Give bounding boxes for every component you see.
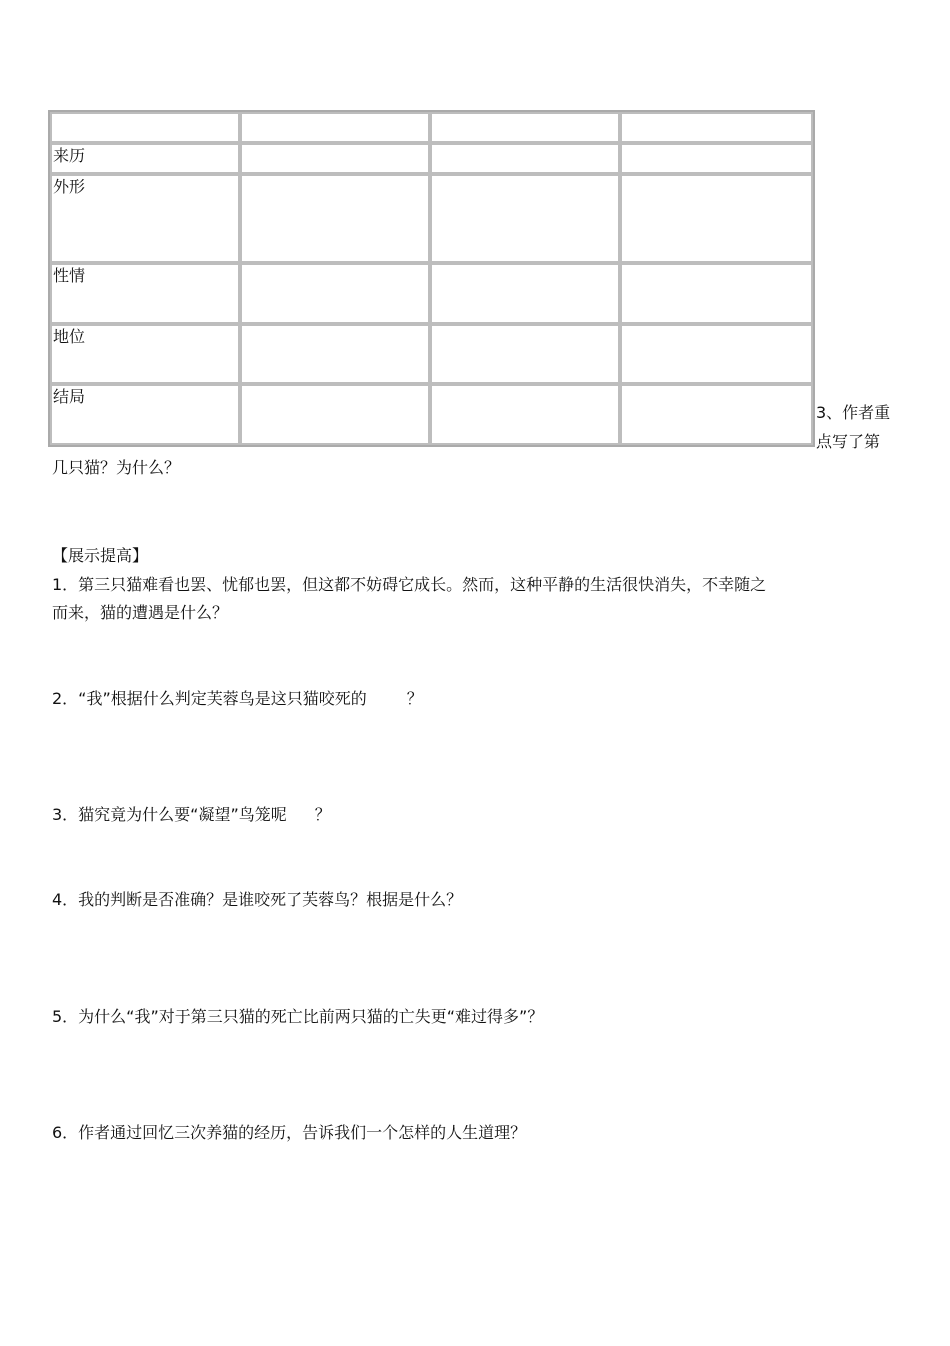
question-3-mark: ？ [314,805,331,824]
table-cell[interactable] [620,143,813,174]
row-label-ending: 结局 [50,384,240,445]
table-header-row [50,112,813,143]
table-row-temperament [50,263,813,324]
table-cell[interactable] [50,112,240,143]
question-3-line-2: 点写了第 [816,432,881,451]
question-1-line-1: 1．第三只猫难看也罢、忧郁也罢，但这都不妨碍它成长。然而，这种平静的生活很快消失，不幸随之 [52,575,767,594]
table-cell[interactable] [240,324,430,384]
question-2-text: 2．“我”根据什么判定芙蓉鸟是这只猫咬死的 [52,689,367,708]
question-2-mark: ？ [406,689,423,708]
question-5: 5．为什么“我”对于第三只猫的死亡比前两只猫的亡失更“难过得多”？ [52,1007,544,1026]
table-cell[interactable] [240,384,430,445]
table-cell[interactable] [430,324,620,384]
row-label-appearance: 外形 [50,174,240,263]
table-cell[interactable] [620,384,813,445]
table-cell[interactable] [240,174,430,263]
table-cell[interactable] [620,263,813,324]
question-1-line-2: 而来，猫的遭遇是什么？ [52,603,229,622]
question-3-continuation: 几只猫？为什么？ [52,458,181,477]
question-6: 6．作者通过回忆三次养猫的经历，告诉我们一个怎样的人生道理？ [52,1123,527,1142]
table-cell[interactable] [240,263,430,324]
table-cell[interactable] [430,174,620,263]
table-cell[interactable] [240,143,430,174]
table-row-status [50,324,813,384]
table-row-origin [50,143,813,174]
table-cell[interactable] [430,143,620,174]
table-cell[interactable] [430,263,620,324]
table-cell[interactable] [620,112,813,143]
section-heading: 【展示提高】 [52,546,149,565]
row-label-origin: 来历 [50,143,240,174]
question-3-line-1: 3、作者重 [816,403,891,422]
question-3 [52,803,331,827]
question-3-side-text [816,398,902,456]
question-4: 4．我的判断是否准确？是谁咬死了芙蓉鸟？根据是什么？ [52,890,463,909]
table-cell[interactable] [620,174,813,263]
question-3-text: 3．猫究竟为什么要“凝望”鸟笼呢 [52,805,287,824]
question-2 [52,687,423,711]
table-row-ending [50,384,813,445]
cat-comparison-table [48,110,815,447]
table-row-appearance [50,174,813,263]
table-cell[interactable] [430,384,620,445]
table-cell[interactable] [430,112,620,143]
table-cell[interactable] [620,324,813,384]
row-label-status: 地位 [50,324,240,384]
table-cell[interactable] [240,112,430,143]
comparison-table-wrapper [48,110,811,445]
row-label-temperament: 性情 [50,263,240,324]
